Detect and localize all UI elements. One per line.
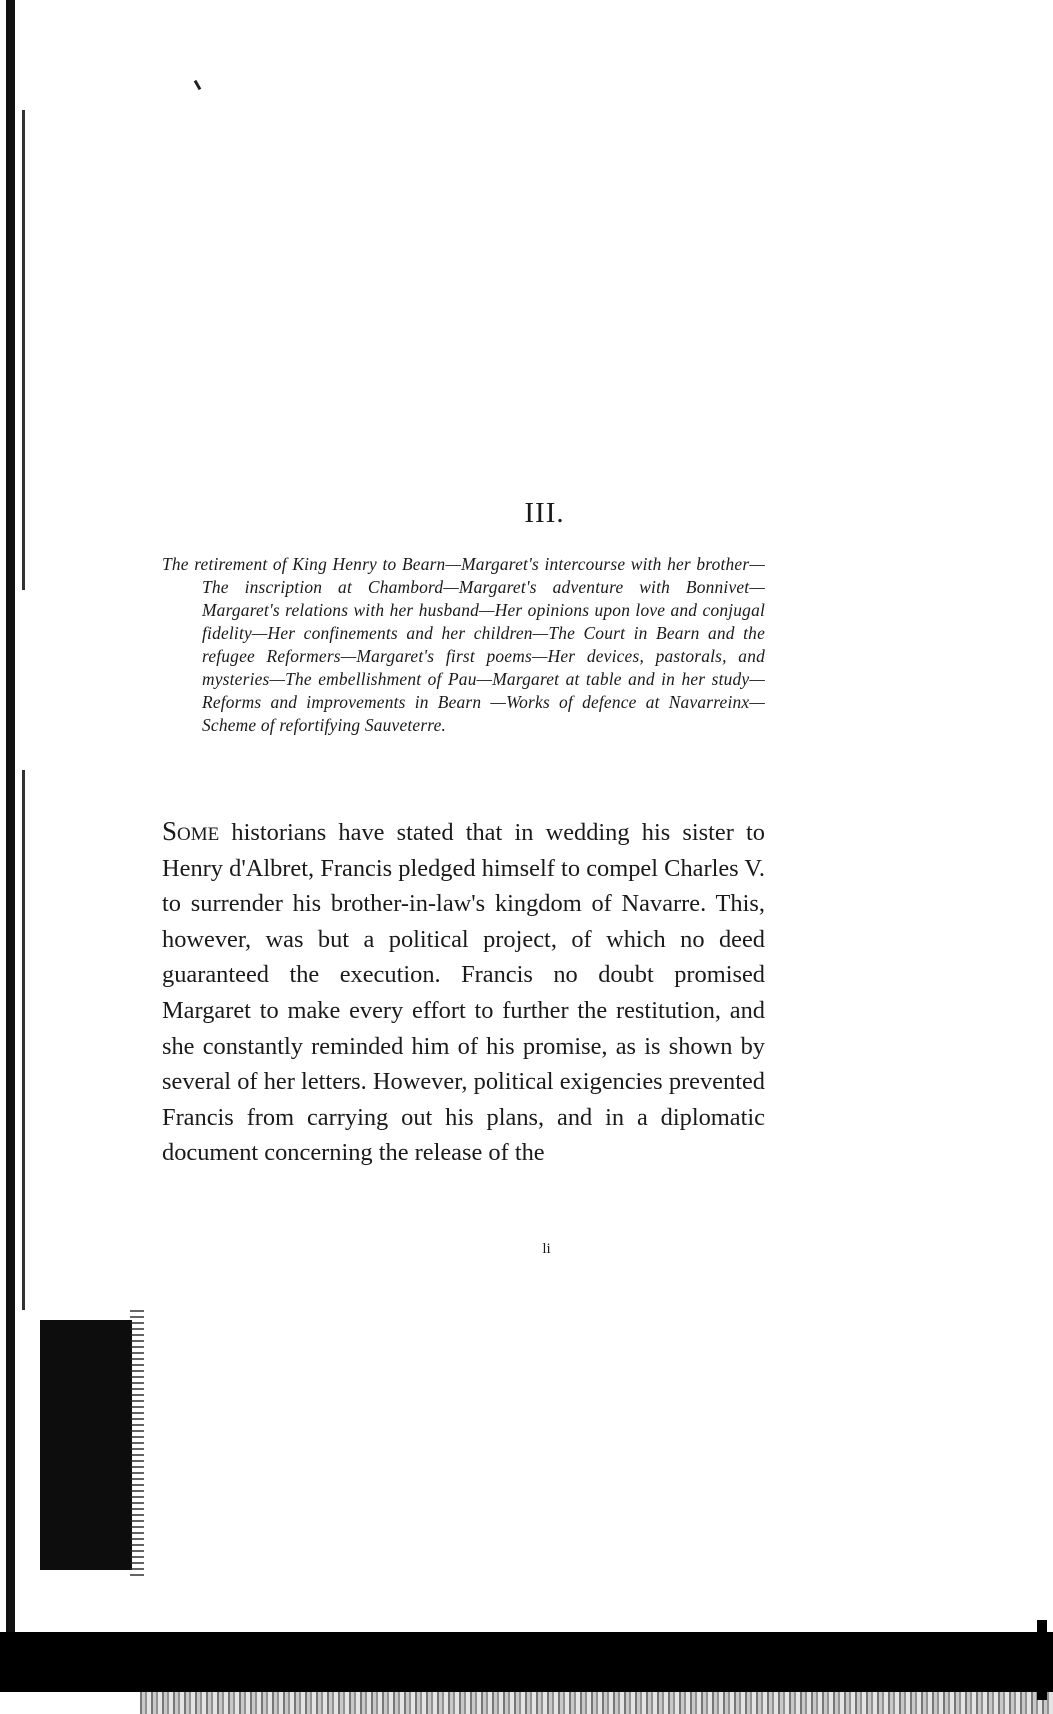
scan-speck [194, 80, 202, 90]
scan-right-mark [1037, 1620, 1047, 1700]
scan-dark-block [40, 1320, 132, 1570]
chapter-summary: The retirement of King Henry to Bearn—Margaret's intercourse with her brother—The inscription at Chambord—Margaret's adventure with Bonnivet—Margaret's relations with her husband—Her opinions upon love and conjugal fidelity—Her confinements and her children—The Court in Bearn and the refugee Reformers—Margaret's first poems—Her devices, pastorals, and mysteries—The embellishment of Pau—Margaret at table and in her study—Reforms and improvements in Bearn —Works of defence at Navarreinx—Scheme of refortifying Sauveterre. [162, 554, 765, 735]
scan-speckle [130, 1310, 144, 1580]
scan-bottom-bar [0, 1632, 1053, 1692]
chapter-number: III. [524, 497, 565, 529]
scan-edge-left-thin [22, 110, 25, 1310]
lead-word: Some [162, 816, 220, 846]
body-text: historians have stated that in wedding his sister to Henry d'Albret, Francis pledged himself to compel Charles V. to surrender his brother-in-law's kingdom of Navarre. This, however, was but a political project, of which no deed guaranteed the execution. Francis no doubt promised Margaret to make every effort to further the restitution, and she constantly reminded him of his promise, as is shown by several of her letters. However, political exigencies prevented Francis from carrying out his plans, and in a diplomatic document concerning the release of the [162, 819, 765, 1167]
scan-bottom-noise [140, 1692, 1053, 1714]
page-signature: li [542, 1241, 551, 1257]
body-paragraph [162, 814, 765, 1171]
scan-edge-left [6, 0, 15, 1655]
